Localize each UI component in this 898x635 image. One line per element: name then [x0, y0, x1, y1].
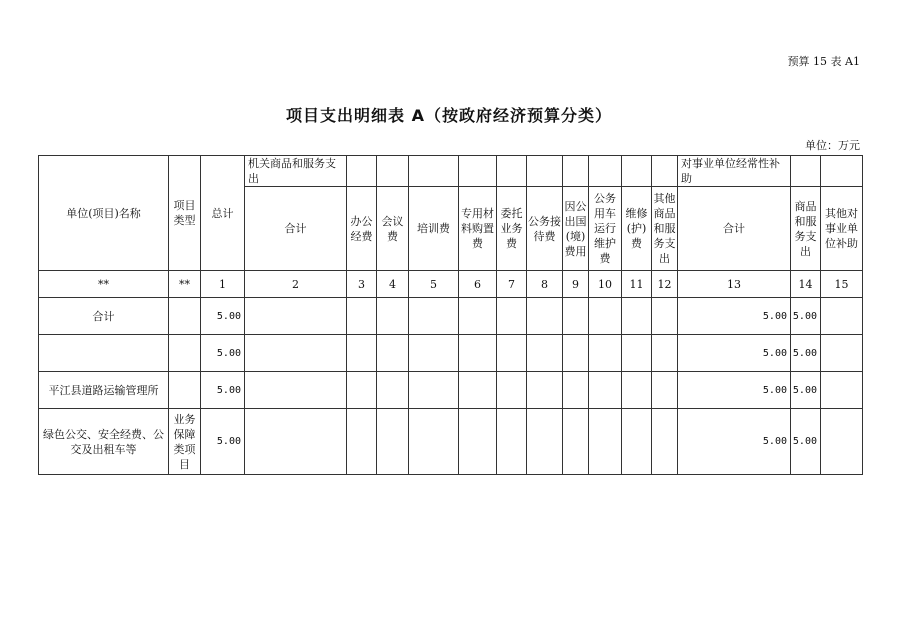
header-goods-services-group: 机关商品和服务支出 [245, 156, 347, 187]
index-cell: 7 [497, 271, 527, 298]
row-total: 5.00 [201, 372, 245, 409]
header-blank [563, 156, 589, 187]
header-blank [791, 156, 821, 187]
index-cell: 2 [245, 271, 347, 298]
row-total: 5.00 [201, 409, 245, 475]
header-vehicle: 公务用车运行维护费 [589, 187, 622, 271]
index-cell: 4 [377, 271, 409, 298]
header-training: 培训费 [409, 187, 459, 271]
row-sub-goods: 5.00 [791, 298, 821, 335]
header-blank [622, 156, 652, 187]
index-cell: 8 [527, 271, 563, 298]
header-commissioned: 委托业务费 [497, 187, 527, 271]
index-cell: ** [39, 271, 169, 298]
index-cell: 5 [409, 271, 459, 298]
header-other-gs: 其他商品和服务支出 [652, 187, 678, 271]
table-row [39, 409, 863, 475]
index-cell: 11 [622, 271, 652, 298]
table-row [39, 372, 863, 409]
header-materials: 专用材料购置费 [459, 187, 497, 271]
row-sub-goods: 5.00 [791, 409, 821, 475]
index-row [39, 271, 863, 298]
header-subsidy-group: 对事业单位经常性补助 [678, 156, 791, 187]
header-sub-total: 合计 [678, 187, 791, 271]
header-gs-total: 合计 [245, 187, 347, 271]
header-blank [589, 156, 622, 187]
index-cell: 10 [589, 271, 622, 298]
page-title: 项目支出明细表 A（按政府经济预算分类） [286, 106, 612, 125]
row-sub-total: 5.00 [678, 335, 791, 372]
index-cell: 3 [347, 271, 377, 298]
header-blank [527, 156, 563, 187]
header-reception: 公务接待费 [527, 187, 563, 271]
index-cell: 15 [821, 271, 863, 298]
header-blank [821, 156, 863, 187]
header-abroad: 因公出国(境)费用 [563, 187, 589, 271]
row-sub-goods: 5.00 [791, 372, 821, 409]
table-row [39, 298, 863, 335]
header-total: 总计 [201, 156, 245, 271]
document-number: 预算 15 表 A1 [787, 55, 860, 68]
header-blank [459, 156, 497, 187]
header-meeting: 会议费 [377, 187, 409, 271]
header-unit-name: 单位(项目)名称 [39, 156, 169, 271]
index-cell: 9 [563, 271, 589, 298]
header-blank [497, 156, 527, 187]
index-cell: 13 [678, 271, 791, 298]
table-row [39, 335, 863, 372]
row-type [169, 372, 201, 409]
header-blank [409, 156, 459, 187]
header-office: 办公经费 [347, 187, 377, 271]
header-sub-other: 其他对事业单位补助 [821, 187, 863, 271]
header-blank [652, 156, 678, 187]
index-cell: 6 [459, 271, 497, 298]
header-sub-goods: 商品和服务支出 [791, 187, 821, 271]
index-cell: 12 [652, 271, 678, 298]
row-name: 绿色公交、安全经费、公交及出租车等 [39, 409, 169, 475]
row-total: 5.00 [201, 335, 245, 372]
unit-label: 单位：万元 [805, 139, 860, 152]
row-name: 平江县道路运输管理所 [39, 372, 169, 409]
row-type: 业务保障类项目 [169, 409, 201, 475]
index-cell: 14 [791, 271, 821, 298]
row-type [169, 335, 201, 372]
index-cell: ** [169, 271, 201, 298]
index-cell: 1 [201, 271, 245, 298]
row-total: 5.00 [201, 298, 245, 335]
row-name [39, 335, 169, 372]
row-sub-total: 5.00 [678, 409, 791, 475]
row-sub-total: 5.00 [678, 372, 791, 409]
header-blank [347, 156, 377, 187]
row-sub-goods: 5.00 [791, 335, 821, 372]
row-name: 合计 [39, 298, 169, 335]
row-sub-total: 5.00 [678, 298, 791, 335]
header-row-1 [39, 156, 863, 187]
header-project-type: 项目类型 [169, 156, 201, 271]
header-blank [377, 156, 409, 187]
budget-table [38, 155, 863, 475]
row-type [169, 298, 201, 335]
header-maintenance: 维修(护)费 [622, 187, 652, 271]
